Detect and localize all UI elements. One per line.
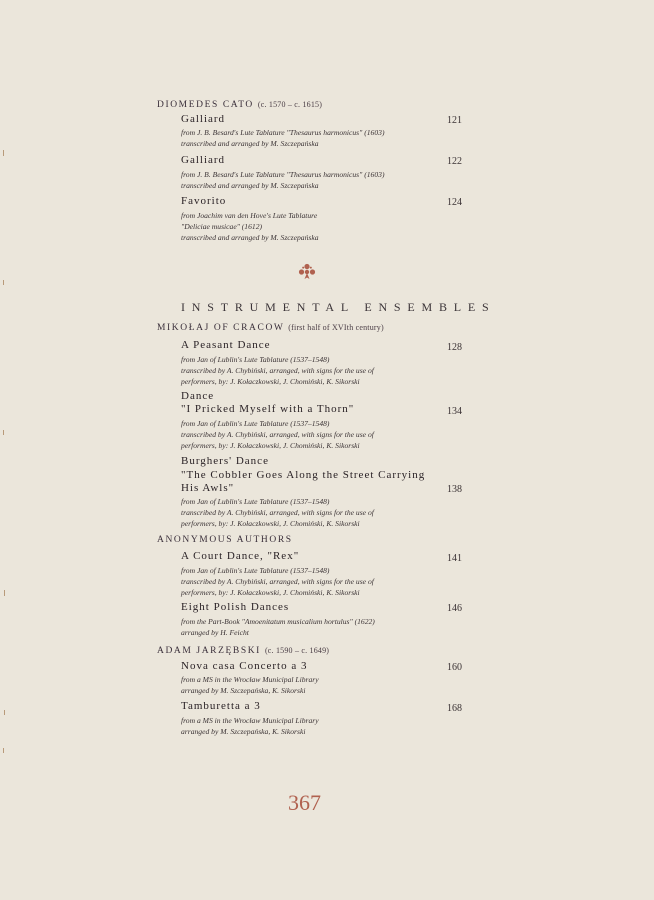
- entry-source: from the Part-Book "Amoenitatum musicalium hortulus" (1622): [181, 617, 375, 626]
- entry-source: from Jan of Lublin's Lute Tablature (1537–1548): [181, 497, 330, 506]
- entry-source: from a MS in the Wrocław Municipal Library: [181, 675, 319, 684]
- entry-title: Galliard: [181, 154, 226, 166]
- page-number: 146: [447, 603, 462, 614]
- entry-source: from J. B. Besard's Lute Tablature "Thesaurus harmonicus" (1603): [181, 128, 385, 137]
- entry-credit: arranged by M. Szczepańska, K. Sikorski: [181, 686, 306, 695]
- page-number: 168: [447, 703, 462, 714]
- section-heading: INSTRUMENTAL ENSEMBLES: [181, 300, 496, 314]
- entry-source: from Jan of Lublin's Lute Tablature (1537–1548): [181, 355, 330, 364]
- entry-credit: transcribed and arranged by M. Szczepańska: [181, 139, 319, 148]
- entry-title: Favorito: [181, 195, 227, 207]
- entry-subtitle: His Awls": [181, 482, 235, 494]
- edge-mark: [4, 710, 5, 715]
- entry-credit: performers, by: J. Kołaczkowski, J. Chomiński, K. Sikorski: [181, 441, 360, 450]
- entry-title: Nova casa Concerto a 3: [181, 660, 308, 672]
- entry-credit: transcribed and arranged by M. Szczepańska: [181, 233, 319, 242]
- entry-credit: transcribed and arranged by M. Szczepańska: [181, 181, 319, 190]
- page-number: 128: [447, 342, 462, 353]
- entry-credit: transcribed by A. Chybiński, arranged, with signs for the use of: [181, 366, 374, 375]
- entry-source: from a MS in the Wrocław Municipal Library: [181, 716, 319, 725]
- entry-subtitle: "I Pricked Myself with a Thorn": [181, 403, 355, 415]
- composer-heading: [157, 535, 293, 545]
- page-number: 160: [447, 662, 462, 673]
- composer-name: DIOMEDES CATO: [157, 100, 254, 110]
- composer-dates: (first half of XVIth century): [288, 323, 384, 332]
- entry-credit: arranged by M. Szczepańska, K. Sikorski: [181, 727, 306, 736]
- edge-mark: [3, 280, 4, 285]
- composer-name: ADAM JARZĘBSKI: [157, 646, 261, 656]
- composer-name: MIKOŁAJ OF CRACOW: [157, 323, 285, 333]
- entry-title: A Peasant Dance: [181, 339, 271, 351]
- page-number: 124: [447, 197, 462, 208]
- edge-mark: [3, 748, 4, 753]
- composer-heading: [157, 323, 384, 333]
- fleuron-ornament-icon: [297, 262, 317, 282]
- folio-number: 367: [288, 790, 321, 815]
- entry-credit: transcribed by A. Chybiński, arranged, with signs for the use of: [181, 430, 374, 439]
- entry-credit: transcribed by A. Chybiński, arranged, with signs for the use of: [181, 577, 374, 586]
- entry-source: from Jan of Lublin's Lute Tablature (1537–1548): [181, 419, 330, 428]
- composer-heading: [157, 100, 322, 110]
- page-number: 138: [447, 484, 462, 495]
- entry-source: from Joachim van den Hove's Lute Tablature: [181, 211, 318, 220]
- entry-title: Eight Polish Dances: [181, 601, 290, 613]
- page-number: 121: [447, 115, 462, 126]
- composer-dates: (c. 1590 – c. 1649): [264, 646, 330, 655]
- entry-credit: performers, by: J. Kołaczkowski, J. Chomiński, K. Sikorski: [181, 519, 360, 528]
- entry-title: Burghers' Dance: [181, 455, 269, 467]
- page-number: 122: [447, 156, 462, 167]
- entry-source: "Deliciae musicae" (1612): [181, 222, 263, 231]
- entry-title: A Court Dance, "Rex": [181, 550, 300, 562]
- entry-title: Dance: [181, 390, 215, 402]
- edge-mark: [3, 430, 4, 435]
- entry-credit: performers, by: J. Kołaczkowski, J. Chomiński, K. Sikorski: [181, 588, 360, 597]
- entry-credit: transcribed by A. Chybiński, arranged, with signs for the use of: [181, 508, 374, 517]
- page-number: 141: [447, 553, 462, 564]
- composer-heading: [157, 646, 329, 656]
- entry-credit: performers, by: J. Kołaczkowski, J. Chomiński, K. Sikorski: [181, 377, 360, 386]
- entry-source: from Jan of Lublin's Lute Tablature (1537–1548): [181, 566, 330, 575]
- page-number: 134: [447, 406, 462, 417]
- entry-title: Tamburetta a 3: [181, 700, 261, 712]
- edge-mark: [3, 150, 4, 156]
- composer-dates: (c. 1570 – c. 1615): [257, 100, 323, 109]
- entry-credit: arranged by H. Feicht: [181, 628, 249, 637]
- entry-title: Galliard: [181, 113, 226, 125]
- composer-name: ANONYMOUS AUTHORS: [157, 535, 293, 545]
- entry-subtitle: "The Cobbler Goes Along the Street Carrying: [181, 469, 426, 481]
- edge-mark: [4, 590, 5, 596]
- entry-source: from J. B. Besard's Lute Tablature "Thesaurus harmonicus" (1603): [181, 170, 385, 179]
